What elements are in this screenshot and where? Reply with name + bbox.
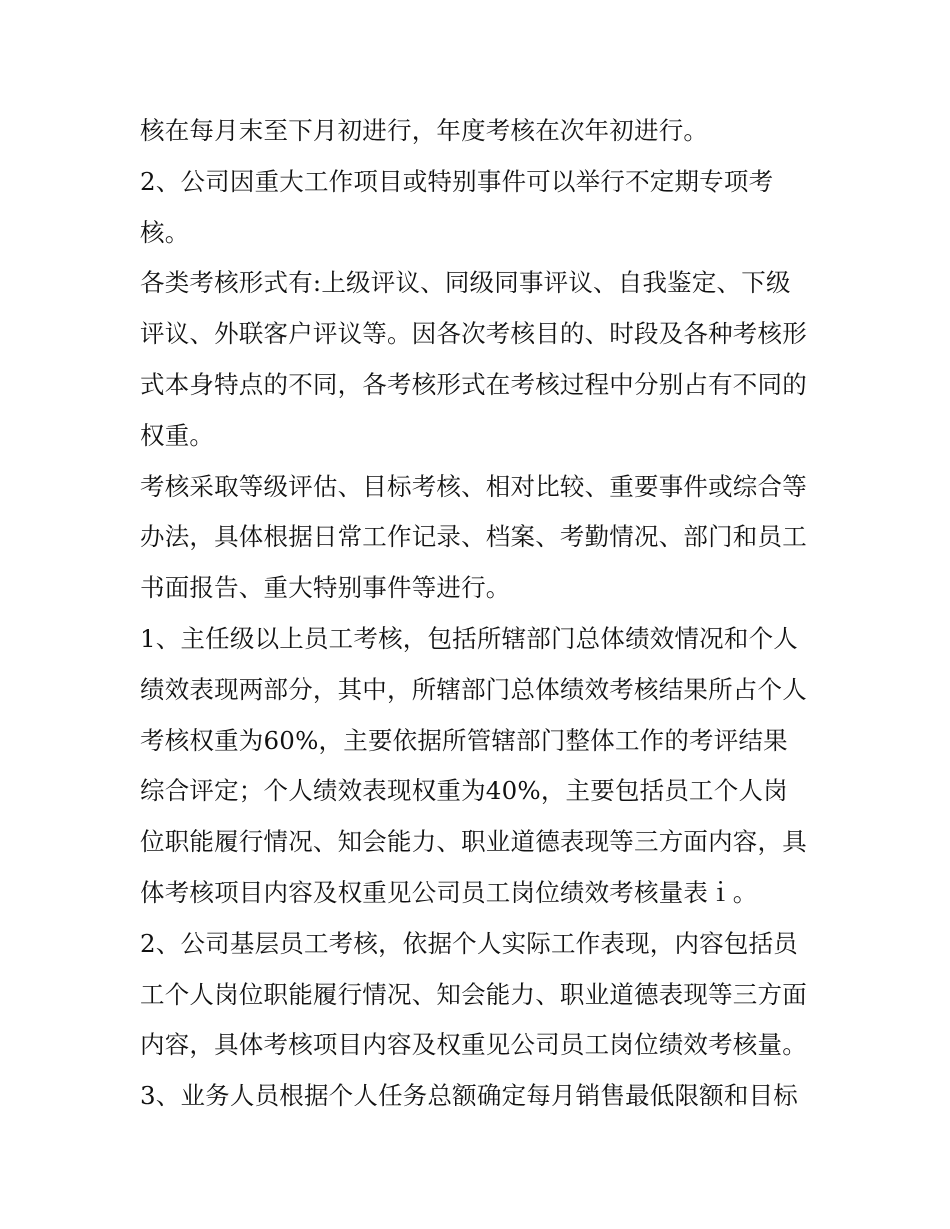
text-line: 各类考核形式有:上级评议、同级同事评议、自我鉴定、下级 bbox=[140, 268, 791, 298]
text-line: 式本身特点的不同，各考核形式在考核过程中分别占有不同的 bbox=[140, 369, 807, 399]
text-line: 工个人岗位职能履行情况、知会能力、职业道德表现等三方面 bbox=[140, 979, 807, 1009]
text-line: 内容，具体考核项目内容及权重见公司员工岗位绩效考核量。 bbox=[140, 1030, 807, 1060]
text-line: 权重。 bbox=[140, 420, 215, 450]
text-line: 办法，具体根据日常工作记录、档案、考勤情况、部门和员工 bbox=[140, 522, 807, 552]
text-line: 2、公司因重大工作项目或特别事件可以举行不定期专项考 bbox=[140, 166, 774, 196]
text-line: 3、业务人员根据个人任务总额确定每月销售最低限额和目标 bbox=[140, 1081, 798, 1111]
text-line: 位职能履行情况、知会能力、职业道德表现等三方面内容，具 bbox=[140, 827, 807, 857]
text-line: 综合评定；个人绩效表现权重为40%，主要包括员工个人岗 bbox=[140, 776, 788, 806]
text-line: 核在每月末至下月初进行，年度考核在次年初进行。 bbox=[140, 116, 709, 145]
text-line: 考核权重为60%，主要依据所管辖部门整体工作的考评结果 bbox=[140, 725, 788, 755]
document-body bbox=[140, 106, 820, 1122]
text-line: 2、公司基层员工考核，依据个人实际工作表现，内容包括员 bbox=[140, 928, 798, 958]
text-line: 1、主任级以上员工考核，包括所辖部门总体绩效情况和个人 bbox=[140, 623, 798, 653]
text-line: 体考核项目内容及权重见公司员工岗位绩效考核量表ｉ。 bbox=[140, 877, 758, 907]
text-line: 考核采取等级评估、目标考核、相对比较、重要事件或综合等 bbox=[140, 471, 807, 501]
text-line: 核。 bbox=[140, 217, 190, 247]
text-line: 评议、外联客户评议等。因各次考核目的、时段及各种考核形 bbox=[140, 319, 807, 349]
text-line: 书面报告、重大特别事件等进行。 bbox=[140, 573, 511, 603]
text-line: 绩效表现两部分，其中，所辖部门总体绩效考核结果所占个人 bbox=[140, 674, 807, 704]
